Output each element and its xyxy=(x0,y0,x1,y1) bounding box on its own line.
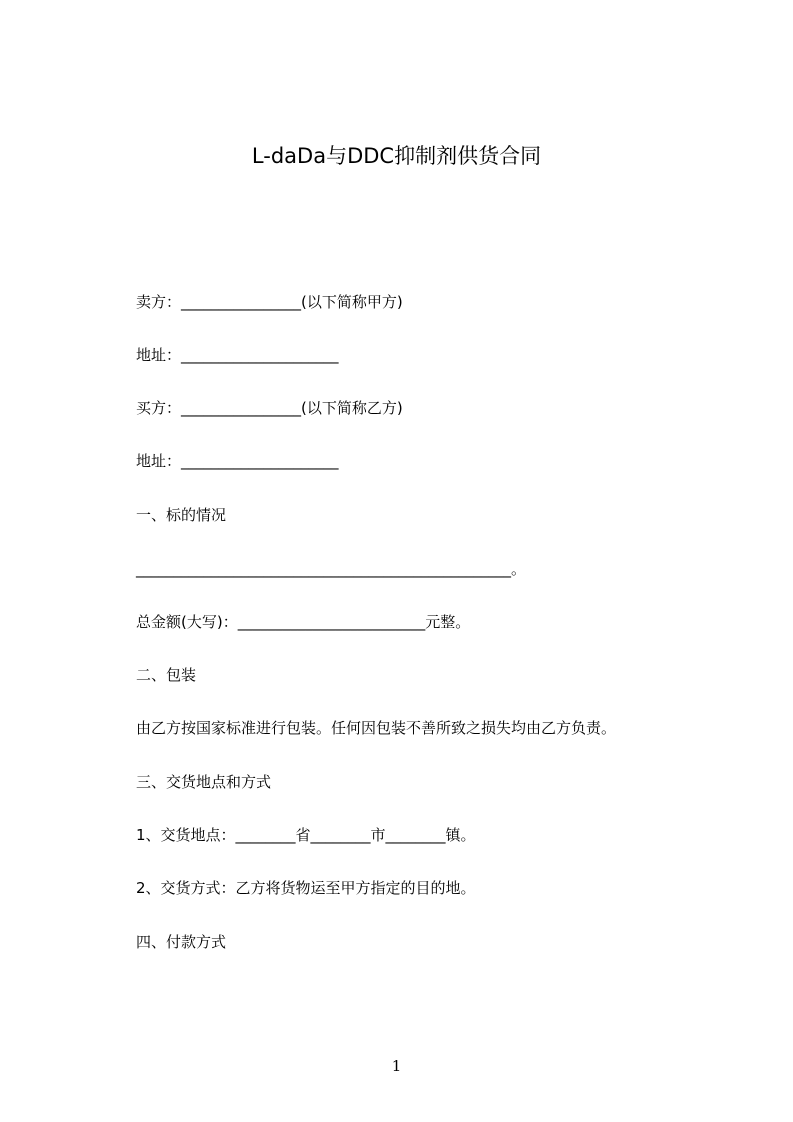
packaging-clause: 由乙方按国家标准进行包装。任何因包装不善所致之损失均由乙方负责。 xyxy=(136,719,617,737)
total-amount-line: 总金额(大写)：_________________________元整。 xyxy=(136,613,471,631)
section-heading-packaging: 二、包装 xyxy=(136,666,197,684)
section-heading-subject: 一、标的情况 xyxy=(136,506,227,524)
delivery-method-line: 2、交货方式：乙方将货物运至甲方指定的目的地。 xyxy=(136,879,476,897)
subject-blank-line: __________________________________________________。 xyxy=(136,560,527,578)
section-heading-delivery: 三、交货地点和方式 xyxy=(136,773,272,791)
section-heading-payment: 四、付款方式 xyxy=(136,933,227,951)
buyer-line: 买方：________________(以下简称乙方) xyxy=(136,399,403,417)
page-number: 1 xyxy=(391,1057,402,1075)
buyer-address-line: 地址：_____________________ xyxy=(136,452,339,470)
seller-address-line: 地址：_____________________ xyxy=(136,346,339,364)
delivery-location-line: 1、交货地点：________省________市________镇。 xyxy=(136,826,476,844)
seller-line: 卖方：________________(以下简称甲方) xyxy=(136,293,403,311)
contract-title: L-daDa与DDC抑制剂供货合同 xyxy=(251,144,542,168)
